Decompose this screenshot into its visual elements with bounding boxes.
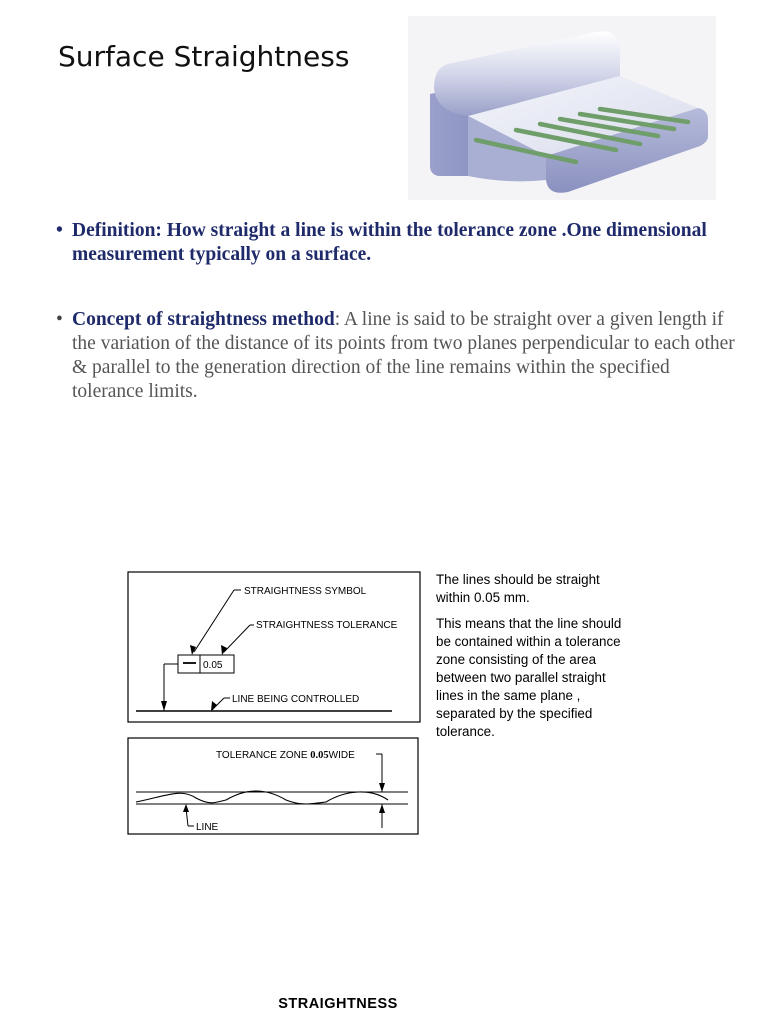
actual-surface-line xyxy=(136,791,388,804)
straightness-symbol-label: STRAIGHTNESS SYMBOL xyxy=(244,586,367,597)
bullet-marker: • xyxy=(56,309,63,330)
definition-text: Definition: How straight a line is within the tolerance zone .One dimensional measurement typically on a surface. xyxy=(72,220,707,265)
arrowhead-icon xyxy=(379,783,385,792)
tolerance-value: 0.05 xyxy=(203,660,223,671)
straightness-tolerance-label: STRAIGHTNESS TOLERANCE xyxy=(256,620,398,631)
note-explanation: This means that the line should be contained within a tolerance zone consisting of the area between two parallel straight lines in the same plane , separated by the specified tolerance. xyxy=(436,616,622,739)
tolerance-zone-label: TOLERANCE ZONE 0.05WIDE xyxy=(216,750,355,761)
symbol-leader xyxy=(194,590,234,652)
concept-bullet xyxy=(56,308,736,404)
definition-bullet xyxy=(56,219,736,267)
arrowhead-icon xyxy=(161,701,167,711)
concept-body xyxy=(72,308,736,404)
arrowhead-icon xyxy=(183,804,189,812)
arrowhead-icon xyxy=(379,804,385,813)
notes-panel xyxy=(436,571,636,749)
slide-title: Surface Straightness xyxy=(58,40,350,73)
tolerance-leader xyxy=(224,625,250,652)
line-controlled-label: LINE BEING CONTROLLED xyxy=(232,694,360,705)
bullet-marker: • xyxy=(56,220,63,241)
concept-text: : A line is said to be straight over a given length if the variation of the distance of its points from two planes perpendicular to each other & parallel to the generation direction of the line remains within the specified tolerance limits. xyxy=(72,309,735,402)
figure-caption: STRAIGHTNESS xyxy=(278,996,398,1012)
symbol-cell xyxy=(178,655,200,673)
straightness-drawing xyxy=(126,570,426,840)
line-label: LINE xyxy=(196,822,219,833)
concept-term: Concept of straightness method xyxy=(72,309,335,330)
part-illustration xyxy=(408,16,716,200)
note-tolerance: The lines should be straight within 0.05 mm. xyxy=(436,572,600,605)
